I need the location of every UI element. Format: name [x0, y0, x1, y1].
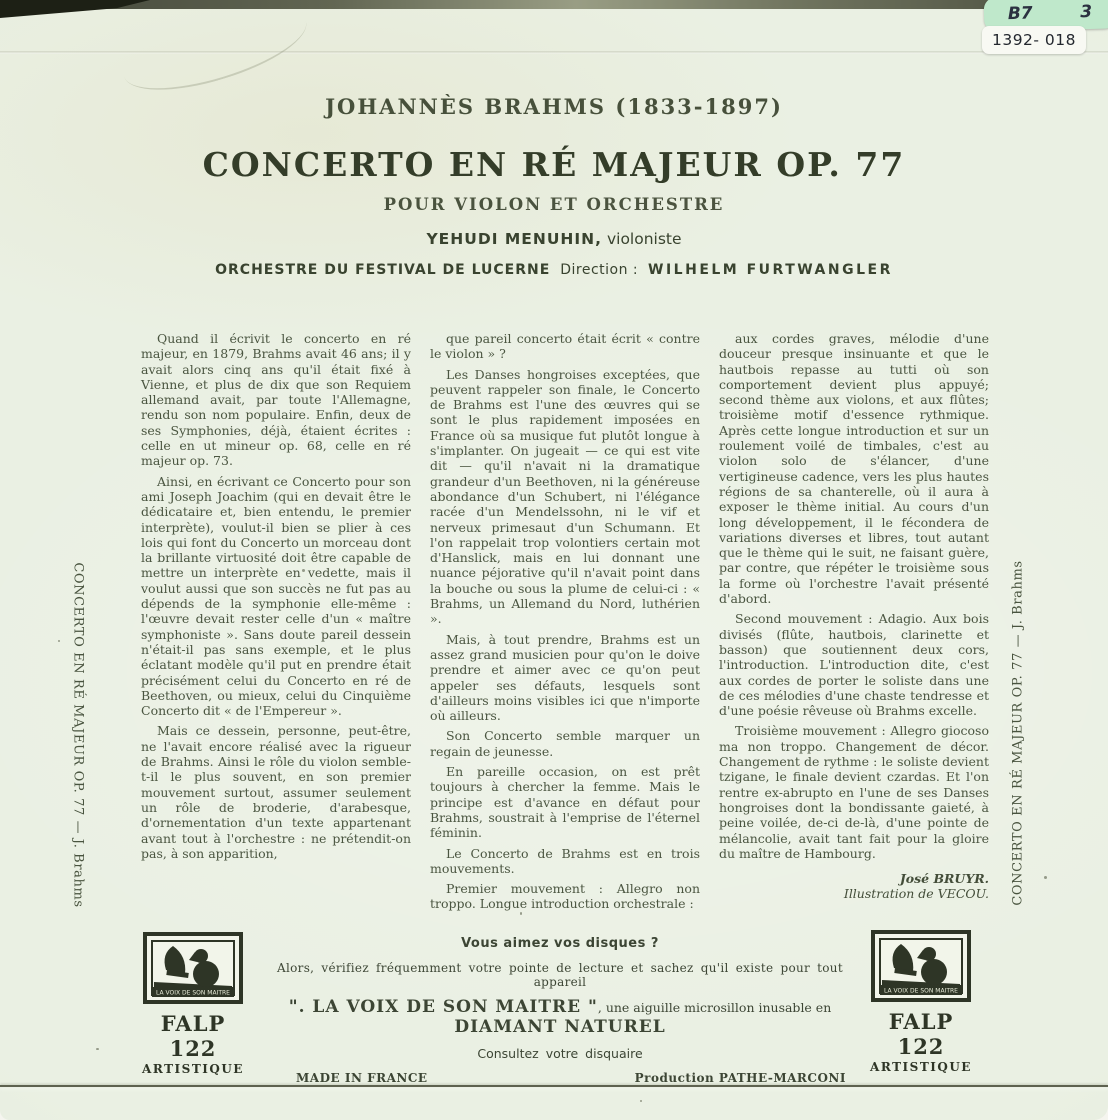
- author-credit: José BRUYR.: [899, 871, 989, 887]
- paragraph: Premier mouvement : Allegro non troppo. Longue introduction orchestrale :: [430, 881, 700, 912]
- brand-name: ". LA VOIX DE SON MAITRE ": [288, 997, 598, 1017]
- composer-line: JOHANNÈS BRAHMS (1833-1897): [325, 94, 783, 119]
- catalog-number-label: [982, 26, 1086, 54]
- advert-line3: Consultez votre disquaire: [477, 1046, 643, 1061]
- paragraph: Mais ce dessein, personne, peut-être, ne l'avait encore réalisé avec la rigueur de Brahms. Ainsi le rôle du violon semble-t-il le plus souvent, en son premier mouvement surtout, assumer seulement un rôle de broderie, d'arabesque, d'ornementation d'un texte appartenant avant tout à l'orchestre : ne prétendit-on pas, à son apparition,: [141, 723, 411, 861]
- direction-label: Direction :: [550, 262, 649, 278]
- spine-text-left: CONCERTO EN RÉ MAJEUR OP. 77 — J. Brahms: [70, 562, 86, 908]
- series-label: ARTISTIQUE: [870, 1060, 972, 1074]
- svg-text:LA VOIX DE SON MAITRE: LA VOIX DE SON MAITRE: [884, 987, 958, 995]
- advert-line2-mid: , une aiguille microsillon inusable en: [597, 1000, 832, 1015]
- scan-corner-top-left: [0, 0, 150, 18]
- sleeve-bottom-edge: [0, 1085, 1108, 1087]
- crease-line: [0, 51, 1108, 54]
- soloist-line: [0, 230, 1108, 248]
- advert-line1: Alors, vérifiez fréquemment votre pointe de lecture et sachez qu'il existe pour tout appareil: [277, 961, 843, 989]
- orchestra-name: ORCHESTRE DU FESTIVAL DE LUCERNE: [215, 262, 551, 278]
- paragraph: Son Concerto semble marquer un regain de jeunesse.: [430, 728, 700, 759]
- paragraph: Second mouvement : Adagio. Aux bois divisés (flûte, hautbois, clarinette et basson) que soutiennent deux cors, l'introduction. L'introduction dite, c'est aux cordes de porter le soliste dans une de ces mélodies d'une chaste tendresse et d'une poésie rêveuse où Brahms excelle.: [719, 611, 989, 719]
- paper-speck: [96, 1048, 99, 1050]
- paragraph: aux cordes graves, mélodie d'une douceur presque insinuante et que le hautbois repasse au tutti où son comportement devient plus appuyé; second thème aux violons, et aux flûtes; troisième motif d'essence rythmique. Après cette longue introduction et sur un roulement voilé de timbales, c'est au violon solo de s'élancer, d'une vertigineuse cadence, vers les plus hautes régions de sa chanterelle, où il aura à exposer le thème initial. Au cours d'un long développement, il le fécondera de variations diverses et libres, tout autant que le thème qui le suit, ne faisant guère, par contre, que répéter le troisième sous la forme où l'orchestre l'avait présenté d'abord.: [719, 331, 989, 607]
- advert-line2: [268, 997, 852, 1037]
- label-logo-block-right: [866, 930, 976, 1074]
- header: [0, 94, 1108, 278]
- paragraph: Ainsi, en écrivant ce Concerto pour son ami Joseph Joachim (qui en devait être le dédicataire et, bien entendu, le premier interprète), voulut-il bien se plier à ces lois qui font du Concerto un morceau dont la brillante virtuosité doit être capable de mettre un interprète en vedette, mais il voulut aussi que son succès ne fut pas au dépends de la symphonie elle-même : l'œuvre devait rester celle d'un « maître symphoniste ». Sans doute pareil dessein n'était-il pas sans exemple, et le plus éclatant modèle qu'il put en prendre était précisément celui du Concerto en ré de Beethoven, ou mieux, celui du Cinquième Concerto dit « de l'Empereur ».: [141, 473, 411, 719]
- diamond-text: DIAMANT NATUREL: [454, 1017, 666, 1037]
- notes-column-1: [141, 331, 411, 917]
- paragraph: Mais, à tout prendre, Brahms est un assez grand musicien pour qu'on le doive prendre et aimer avec ce qu'on peut appeler ses défauts, lesquels sont d'ailleurs moins visibles ici que n'importe où ailleurs.: [430, 631, 700, 724]
- paragraph: Troisième mouvement : Allegro giocoso ma non troppo. Changement de décor. Changement de rythme : le soliste devient tzigane, le finale devient czardas. Et l'on rentre ex-abrupto en l'une de ses Danses hongroises dont la bondissante gaieté, à peine voilée, de-ci de-là, d'une pointe de mélancolie, avait tant fait pour la gloire du maître de Hambourg.: [719, 723, 989, 861]
- advert-question: Vous aimez vos disques ?: [461, 936, 659, 951]
- paragraph: En pareille occasion, on est prêt toujours à chercher la femme. Mais le principe est d'avance en défaut pour Brahms, soustrait à l'emprise de l'éternel féminin.: [430, 764, 700, 841]
- catalog-ref: FALP 122: [888, 1009, 954, 1059]
- spine-text-right: CONCERTO EN RÉ MAJEUR OP. 77 — J. Brahms: [1010, 560, 1026, 906]
- soloist-name: YEHUDI MENUHIN,: [426, 230, 603, 248]
- catalog-number: 1392- 018: [991, 31, 1077, 49]
- paragraph: Quand il écrivit le concerto en ré majeur, en 1879, Brahms avait 46 ans; il y avait alors cinq ans qu'il était fixé à Vienne, et plus de dix que son Requiem allemand avait, par toute l'Allemagne, rendu son nom populaire. Enfin, deux de ses Symphonies, déjà, étaient écrites : celle en ut mineur op. 68, celle en ré majeur op. 73.: [141, 331, 411, 469]
- paragraph: Le Concerto de Brahms est en trois mouvements.: [430, 845, 700, 876]
- illustration-credit: Illustration de VECOU.: [843, 886, 989, 902]
- liner-notes: [141, 331, 991, 917]
- notes-column-2: [430, 331, 700, 917]
- paper-speck: [640, 1100, 642, 1102]
- notes-column-3: [719, 331, 989, 917]
- conductor-name: WILHELM FURTWANGLER: [648, 262, 893, 278]
- work-subtitle: POUR VIOLON ET ORCHESTRE: [383, 195, 725, 214]
- soloist-role: violoniste: [602, 230, 682, 248]
- gramophone-dog-logo-icon: [143, 932, 243, 1004]
- svg-text:LA VOIX DE SON MAITRE: LA VOIX DE SON MAITRE: [156, 989, 230, 997]
- handwritten-mark: B7: [1007, 3, 1033, 25]
- series-label: ARTISTIQUE: [142, 1062, 244, 1076]
- production-credit: Production PATHE-MARCONI: [634, 1071, 846, 1085]
- scan-top-edge: [0, 0, 1108, 9]
- work-title: CONCERTO EN RÉ MAJEUR OP. 77: [202, 145, 906, 184]
- made-in-france: MADE IN FRANCE: [296, 1071, 428, 1085]
- footer-advert: [268, 936, 852, 1085]
- label-logo-block-left: [138, 932, 248, 1076]
- catalog-ref: FALP 122: [160, 1011, 226, 1061]
- orchestra-line: [0, 262, 1108, 278]
- paper-speck: [1044, 876, 1047, 879]
- gramophone-dog-logo-icon: [871, 930, 971, 1002]
- footer-bottom-row: [268, 1071, 852, 1085]
- handwritten-mark: 3: [1080, 1, 1093, 23]
- credits: [719, 871, 989, 901]
- paragraph: Les Danses hongroises exceptées, que peuvent rappeler son finale, le Concerto de Brahms est l'une des œuvres qui se sont le plus rapidement imposées en France où sa musique fut plutôt longue à s'implanter. On jugeait — ce qui est vite dit — qu'il n'avait ni la dramatique grandeur d'un Beethoven, ni la généreuse abondance d'un Schubert, ni l'élégance racée d'un Mendelssohn, ni le vif et nerveux primesaut d'un Schumann. Et l'on rappelait trop volontiers certain mot d'Hanslick, mais en lui donnant une nuance péjorative qu'il n'avait point dans la bouche ou sous la plume de celui-ci : « Brahms, un Allemand du Nord, luthérien ».: [430, 366, 700, 627]
- paper-speck: [58, 640, 60, 642]
- paragraph: que pareil concerto était écrit « contre le violon » ?: [430, 331, 700, 362]
